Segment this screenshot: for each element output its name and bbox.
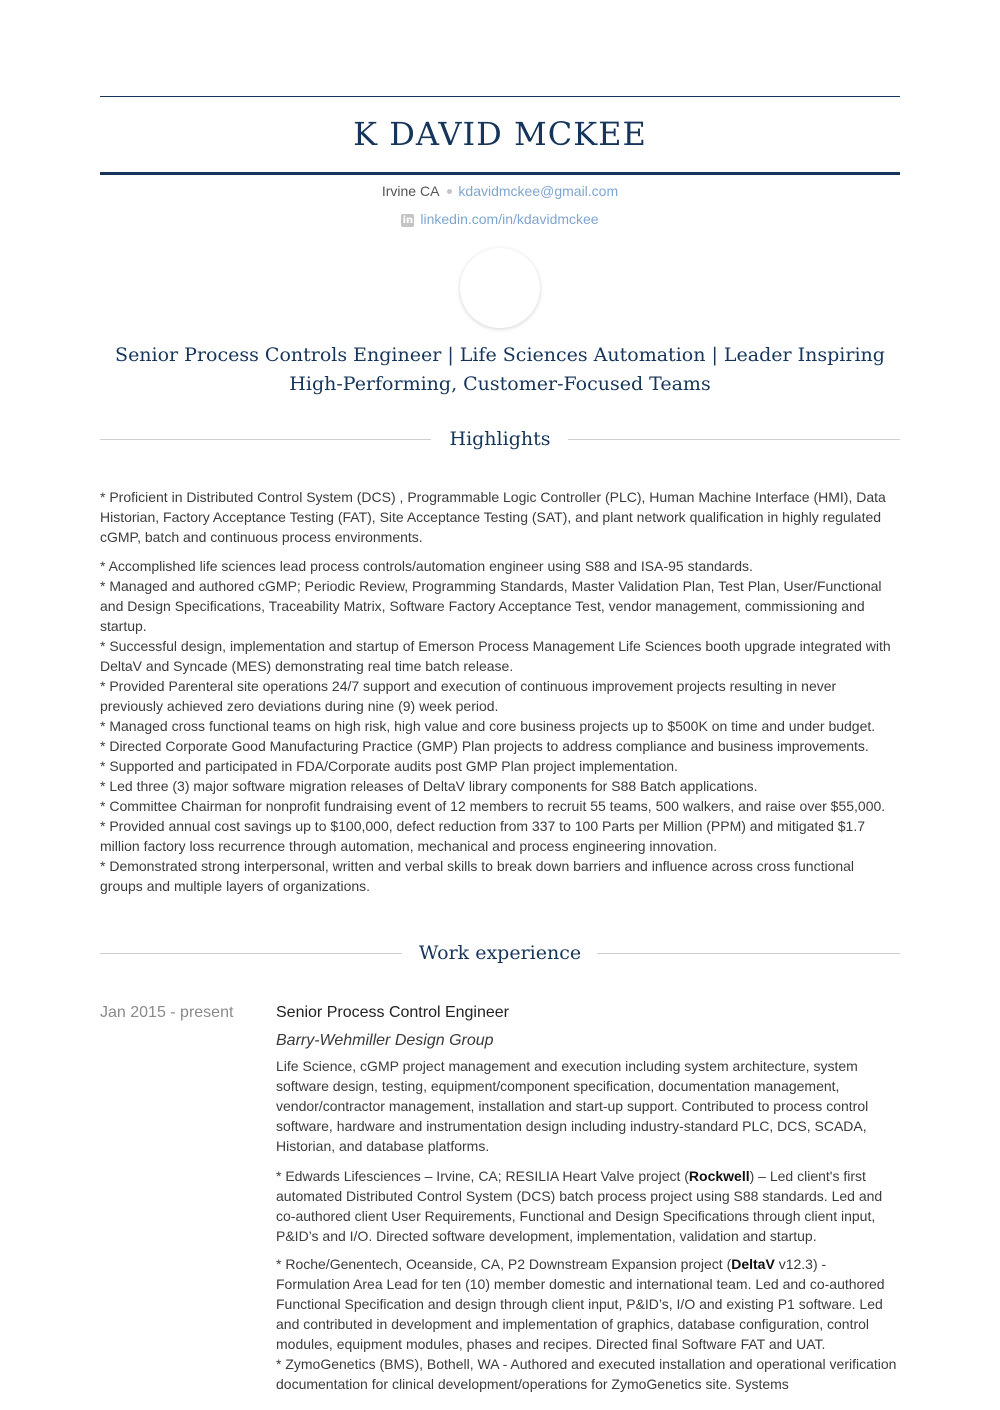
bullet-text: v12.3) - Formulation Area Lead for ten (10) member domestic and international team. Led and co-authored Functional Specification and design through client input, P&ID’s, I/O and existing P1 software. Led and contributed in development and implementation of graphics, database configuration, control modules, equipment modules, phases and recipes. Directed final Software FAT and UAT. (276, 1256, 885, 1352)
company-name: Barry-Wehmiller Design Group (276, 1032, 494, 1049)
highlight-item: * Led three (3) major software migration releases of DeltaV library components for S88 Batch applications. (100, 778, 758, 794)
job-bullet (276, 1166, 900, 1246)
job-summary: Life Science, cGMP project management and execution including system architecture, system software design, testing, equipment/component specification, documentation management, vendor/contractor management, installation and start-up support. Contributed to process control software, hardware and instrumentation design including industry-standard PLC, DCS, SCADA, Historian, and database platforms. (276, 1058, 869, 1154)
bullet-text: ) – Led client's first automated Distributed Control System (DCS) batch process project using S88 standards. Led and co-authored client User Requirements, Functional and Design Specifications through client input, P&ID’s and I/O. Directed software development, implementation, validation and startup. (276, 1168, 883, 1244)
highlight-item: * Demonstrated strong interpersonal, written and verbal skills to break down barriers and influence across cross functional groups and multiple layers of organizations. (100, 858, 855, 894)
job-title: Senior Process Control Engineer (276, 1004, 510, 1021)
highlight-item: * Managed and authored cGMP; Periodic Review, Programming Standards, Master Validation Plan, Test Plan, User/Functional and Design Specifications, Traceability Matrix, Software Factory Acceptance Test, vendor management, commissioning and startup. (100, 578, 882, 634)
header-bottom-rule (100, 172, 900, 175)
job-bullet (276, 1254, 900, 1354)
contact-line (100, 181, 900, 201)
highlight-item: * Committee Chairman for nonprofit fundraising event of 12 members to recruit 55 teams, 500 walkers, and raise over $55,000. (100, 798, 886, 814)
job-dates: Jan 2015 - present (100, 1004, 234, 1021)
headline: Senior Process Controls Engineer | Life Sciences Automation | Leader Inspiring High-Performing, Customer-Focused Teams (115, 344, 885, 395)
linkedin-icon: in (402, 214, 414, 226)
highlight-item: * Accomplished life sciences lead process controls/automation engineer using S88 and ISA-95 standards. (100, 558, 753, 574)
platform-name: DeltaV (731, 1256, 775, 1272)
email-link[interactable]: kdavidmckee@gmail.com (458, 183, 619, 199)
section-title: Work experience (418, 942, 582, 964)
dot-icon (447, 189, 452, 194)
work-experience-heading (100, 938, 900, 968)
avatar (460, 248, 540, 328)
bullet-text: * Roche/Genentech, Oceanside, CA, P2 Downstream Expansion project ( (276, 1256, 732, 1272)
highlight-item: * Supported and participated in FDA/Corporate audits post GMP Plan project implementation. (100, 758, 678, 774)
highlight-item: * Successful design, implementation and startup of Emerson Process Management Life Sciences booth upgrade integrated with DeltaV and Syncade (MES) demonstrating real time batch release. (100, 638, 891, 674)
candidate-name: K DAVID MCKEE (353, 115, 647, 153)
highlight-item: * Directed Corporate Good Manufacturing Practice (GMP) Plan projects to address compliance and business improvements. (100, 738, 869, 754)
job-entry (276, 1002, 900, 1394)
highlight-intro: * Proficient in Distributed Control System (DCS) , Programmable Logic Controller (PLC), Human Machine Interface (HMI), Data Historian, Factory Acceptance Testing (FAT), Site Acceptance Testing (SAT), and plant network qualification in highly regulated cGMP, batch and continuous process environments. (100, 489, 886, 545)
job-bullet: * ZymoGenetics (BMS), Bothell, WA - Authored and executed installation and operational verification documentation for clinical development/operations for ZymoGenetics site. Systems (276, 1356, 897, 1392)
location: Irvine CA (381, 183, 440, 199)
highlight-item: * Provided annual cost savings up to $100,000, defect reduction from 337 to 100 Parts per Million (PPM) and mitigated $1.7 million factory loss recurrence through automation, mechanical and process engineering innovation. (100, 818, 865, 854)
platform-name: Rockwell (688, 1168, 750, 1184)
section-title: Highlights (449, 428, 551, 450)
highlight-item: * Managed cross functional teams on high risk, high value and core business projects up to $500K on time and under budget. (100, 718, 876, 734)
highlight-item: * Provided Parenteral site operations 24/7 support and execution of continuous improvement projects resulting in never previously achieved zero deviations during nine (9) week period. (100, 678, 837, 714)
linkedin-line[interactable] (100, 209, 900, 229)
linkedin-link[interactable]: linkedin.com/in/kdavidmckee (420, 211, 599, 227)
bullet-text: * Edwards Lifesciences – Irvine, CA; RESILIA Heart Valve project ( (276, 1168, 689, 1184)
highlights-content (100, 487, 900, 896)
header-top-rule (100, 96, 900, 97)
highlights-heading (100, 424, 900, 454)
